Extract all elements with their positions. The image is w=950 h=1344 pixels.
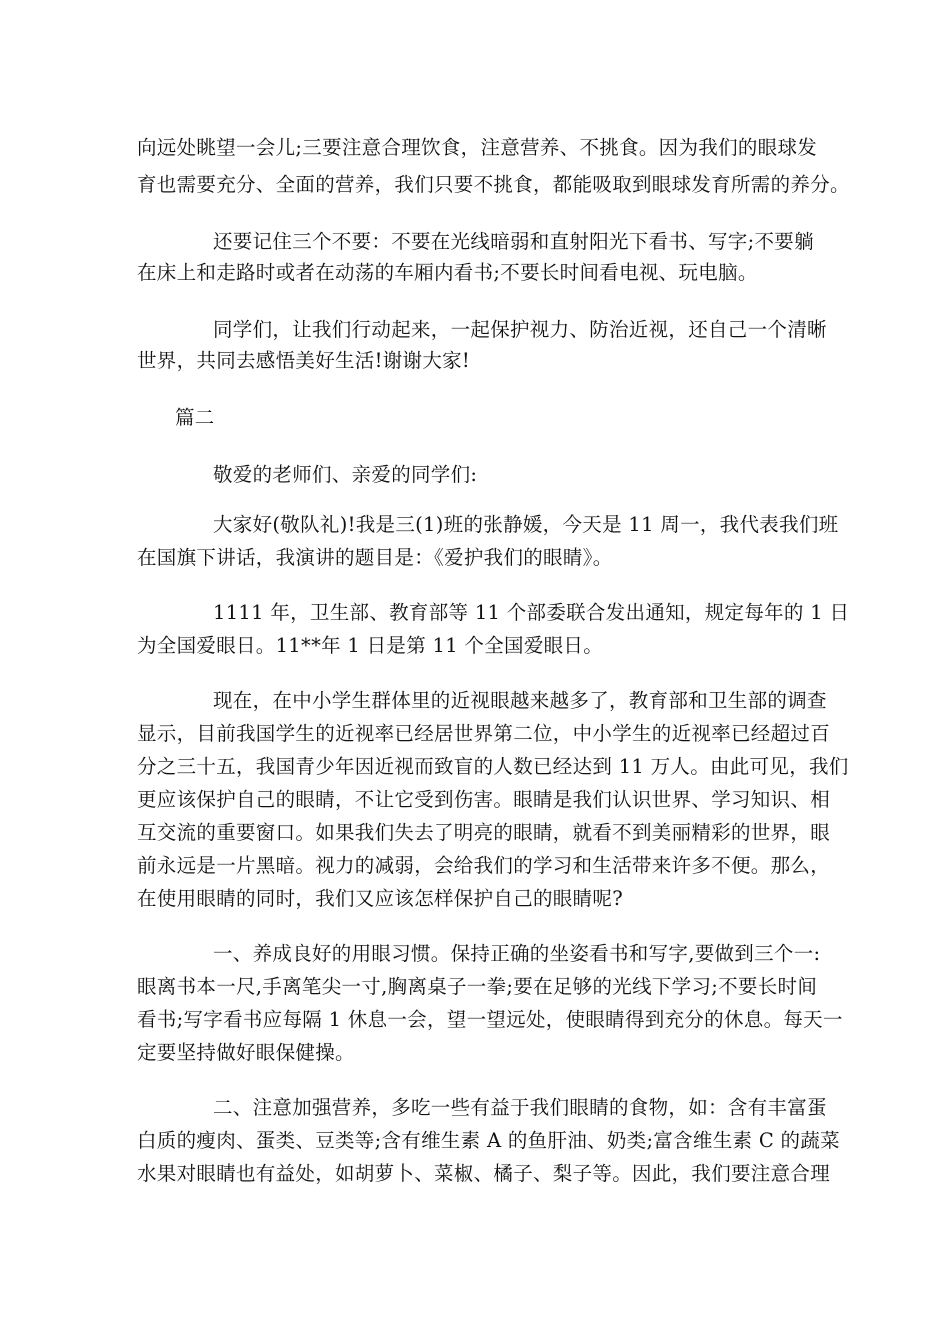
text-line: 在国旗下讲话，我演讲的题目是：《爱护我们的眼睛》。 — [137, 546, 613, 569]
text-line: 二、注意加强营养，多吃一些有益于我们眼睛的食物，如：含有丰富蛋 — [213, 1096, 827, 1119]
text-line: 互交流的重要窗口。如果我们失去了明亮的眼睛，就看不到美丽精彩的世界，眼 — [137, 821, 831, 844]
text-line: 白质的瘦肉、蛋类、豆类等;含有维生素 A 的鱼肝油、奶类;富含维生素 C 的蔬菜 — [137, 1129, 840, 1152]
text-line: 1111 年，卫生部、教育部等 11 个部委联合发出通知，规定每年的 1 日 — [213, 601, 850, 624]
text-line: 育也需要充分、全面的营养，我们只要不挑食，都能吸取到眼球发育所需的养分。 — [137, 173, 850, 196]
text-line: 在床上和走路时或者在动荡的车厢内看书;不要长时间看电视、玩电脑。 — [137, 261, 758, 284]
section-heading: 篇二 — [175, 406, 215, 429]
text-line: 还要记住三个不要：不要在光线暗弱和直射阳光下看书、写字;不要躺 — [213, 230, 814, 253]
text-line: 一、养成良好的用眼习惯。保持正确的坐姿看书和写字,要做到三个一: — [213, 942, 821, 965]
text-line: 看书;写字看书应每隔 1 休息一会，望一望远处，使眼睛得到充分的休息。每天一 — [137, 1008, 843, 1031]
text-line: 大家好(敬队礼)!我是三(1)班的张静媛，今天是 11 周一，我代表我们班 — [213, 513, 839, 536]
text-line: 水果对眼睛也有益处，如胡萝卜、菜椒、橘子、梨子等。因此，我们要注意合理 — [137, 1162, 831, 1185]
text-line: 更应该保护自己的眼睛，不让它受到伤害。眼睛是我们认识世界、学习知识、相 — [137, 788, 831, 811]
text-line: 现在，在中小学生群体里的近视眼越来越多了，教育部和卫生部的调查 — [213, 689, 827, 712]
salutation: 敬爱的老师们、亲爱的同学们: — [213, 463, 478, 486]
text-line: 在使用眼睛的同时，我们又应该怎样保护自己的眼睛呢? — [137, 887, 623, 910]
text-line: 向远处眺望一会儿;三要注意合理饮食，注意营养、不挑食。因为我们的眼球发 — [137, 136, 818, 159]
text-line: 分之三十五，我国青少年因近视而致盲的人数已经达到 11 万人。由此可见，我们 — [137, 755, 849, 778]
text-line: 前永远是一片黑暗。视力的减弱，会给我们的学习和生活带来许多不便。那么， — [137, 854, 831, 877]
text-line: 显示，目前我国学生的近视率已经居世界第二位，中小学生的近视率已经超过百 — [137, 722, 831, 745]
text-line: 同学们，让我们行动起来，一起保护视力、防治近视，还自己一个清晰 — [213, 318, 827, 341]
text-line: 眼离书本一尺,手离笔尖一寸,胸离桌子一拳;要在足够的光线下学习;不要长时间 — [137, 975, 818, 998]
text-line: 定要坚持做好眼保健操。 — [137, 1041, 355, 1064]
text-line: 世界，共同去感悟美好生活!谢谢大家! — [137, 349, 471, 372]
text-line: 为全国爱眼日。11**年 1 日是第 11 个全国爱眼日。 — [137, 634, 604, 657]
